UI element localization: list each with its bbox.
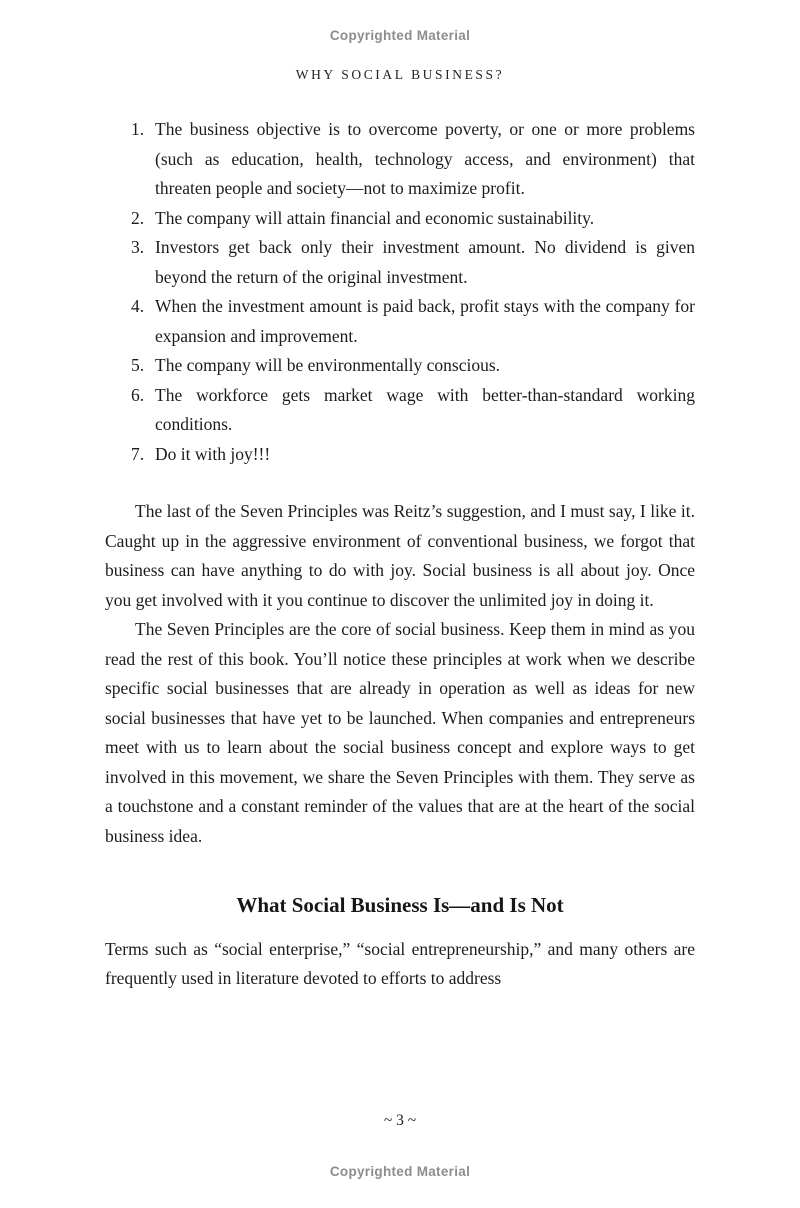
paragraph: The Seven Principles are the core of social business. Keep them in mind as you read the rest of this book. You’ll notice these principles at work when we describe specific social businesses that are already in operation as well as ideas for new social businesses that have yet to be launched. When companies and entrepreneurs meet with us to learn about the social business concept and explore ways to get involved in this movement, we share the Seven Principles with them. They serve as a touchstone and a constant reminder of the values that are at the heart of the social business idea. xyxy=(105,619,695,846)
list-item-text: The workforce gets market wage with better-than-standard working conditions. xyxy=(155,384,695,434)
list-item-text: The company will be environmentally conscious. xyxy=(155,355,501,375)
list-item xyxy=(105,292,695,351)
paragraph: The last of the Seven Principles was Reitz’s suggestion, and I must say, I like it. Caught up in the aggressive environment of conventional business, we forgot that business can have anything to do with joy. Social business is all about joy. Once you get involved with it you continue to discover the unlimited joy in doing it. xyxy=(105,501,695,610)
list-item-number: 7. xyxy=(131,443,145,464)
principles-list xyxy=(105,115,695,469)
list-item xyxy=(105,115,695,204)
paragraph: Terms such as “social enterprise,” “social entrepreneurship,” and many others are frequently used in literature devoted to efforts to address xyxy=(105,938,695,988)
list-item xyxy=(105,233,695,292)
copyright-notice-top: Copyrighted Material xyxy=(329,28,471,43)
list-item xyxy=(105,351,695,381)
list-item xyxy=(105,204,695,234)
list-item-number: 1. xyxy=(131,119,145,139)
list-item-text: The business objective is to overcome poverty, or one or more problems (such as education, health, technology access, and environment) that threaten people and society—not to maximize profit. xyxy=(155,119,695,198)
list-item-number: 2. xyxy=(131,207,145,228)
list-item-text: When the investment amount is paid back, profit stays with the company for expansion and improvement. xyxy=(155,296,695,346)
page-number: ~ 3 ~ xyxy=(383,1112,417,1129)
list-item-number: 4. xyxy=(131,296,145,316)
list-item-text: Investors get back only their investment amount. No dividend is given beyond the return of the original investment. xyxy=(155,237,695,287)
list-item-number: 6. xyxy=(131,384,145,405)
list-item xyxy=(105,440,695,470)
list-item-number: 3. xyxy=(131,237,145,257)
running-head: WHY SOCIAL BUSINESS? xyxy=(295,67,505,82)
list-item xyxy=(105,381,695,440)
list-item-number: 5. xyxy=(131,355,145,375)
copyright-notice-bottom: Copyrighted Material xyxy=(329,1164,471,1179)
text-block xyxy=(105,115,695,994)
list-item-text: Do it with joy!!! xyxy=(155,443,271,464)
section-heading: What Social Business Is—and Is Not xyxy=(236,893,564,917)
list-item-text: The company will attain financial and economic sustainability. xyxy=(155,207,595,228)
